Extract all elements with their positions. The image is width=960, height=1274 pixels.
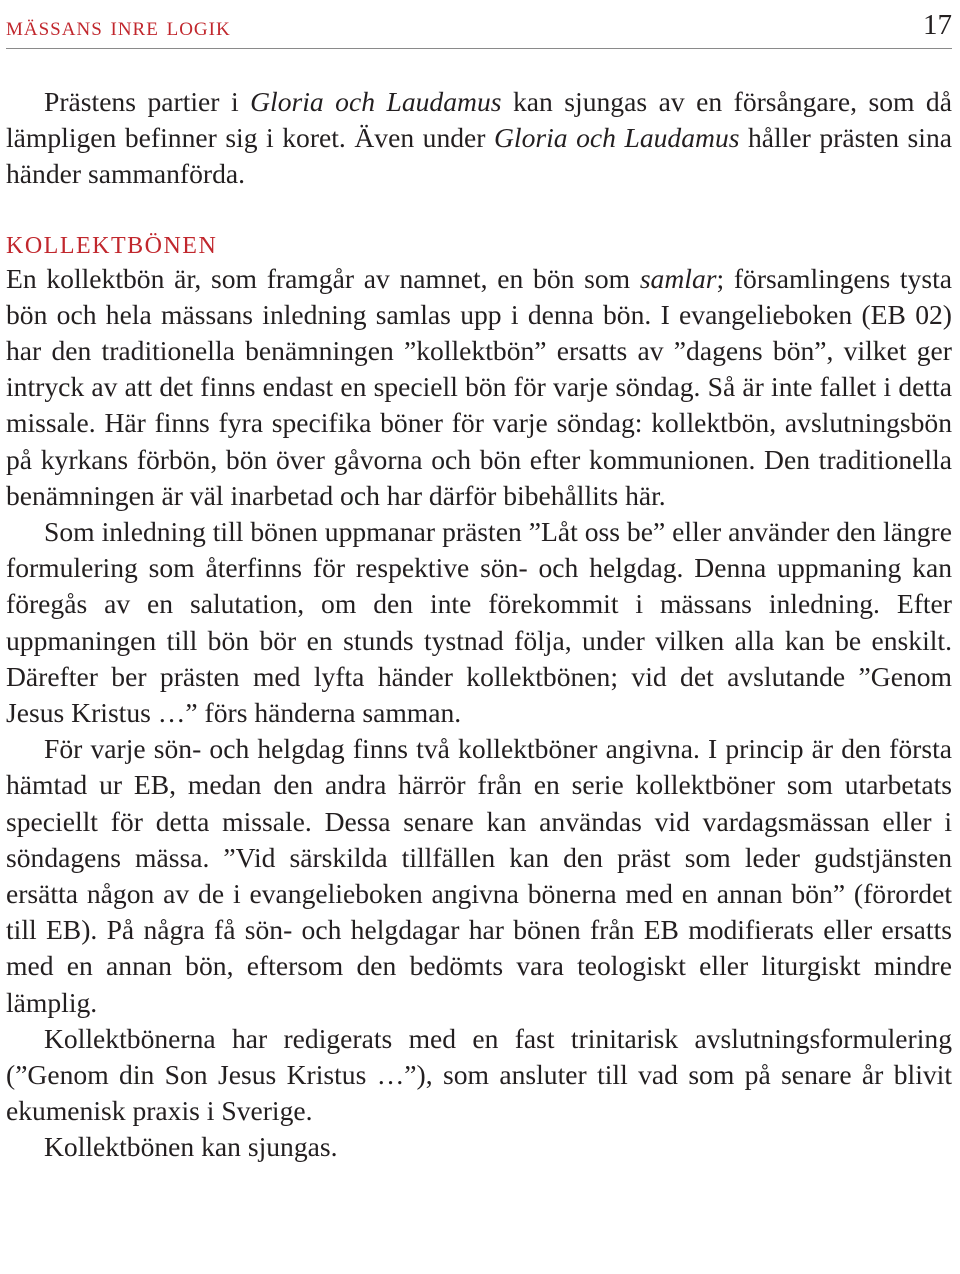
section-paragraph-2: Som inledning till bönen uppmanar prästen ”Låt oss be” eller använder den längre formulering som återfinns för respektive sön- och helgdag. Denna uppmaning kan föregås av en salutation, om den inte förekommit i mässans inledning. Efter uppmaningen till bön bör en stunds tystnad följa, under vilken alla kan be enskilt. Därefter ber prästen med lyfta händer kollektbönen; vid det avslutande ”Genom Jesus Kristus …” förs händerna samman. (6, 516, 952, 729)
intro-text-3: håller prästen sina händer sammanförda. (6, 122, 952, 190)
running-head: mässans inre logik (6, 11, 231, 41)
intro-text-2: kan sjungas av en försångare, som då lämpligen befinner sig i koret. Även under (6, 86, 952, 154)
section-paragraph-5: Kollektbönen kan sjungas. (44, 1131, 338, 1163)
page-number: 17 (923, 9, 952, 41)
section-paragraph-1 (6, 261, 952, 514)
section-paragraph-4: Kollektbönerna har redigerats med en fast trinitarisk avslutningsformulering (”Genom din Son Jesus Kristus …”), som ansluter till vad som på senare år blivit ekumenisk praxis i Sverige. (6, 1022, 952, 1127)
section-paragraph-3: För varje sön- och helgdag finns två kollektböner angivna. I princip är den första hämtad ur EB, medan den andra härrör från en serie kollektböner som utarbetats speciellt för detta missale. Dessa senare kan användas vid vardagsmässan eller i söndagens mässa. ”Vid särskilda tillfällen kan den präst som leder gudstjänsten ersätta någon av de i evangelieboken angivna bönerna med en annan bön” (förordet till EB). På några få sön- och helgdagar har bönen från EB modifierats eller ersatts med en annan bön, eftersom den bedömts vara teologiskt eller liturgiskt mindre lämplig. (6, 733, 952, 1018)
page-body (6, 84, 952, 1166)
p1-text-2: ; församlingens tysta bön och hela mässans inledning samlas upp i denna bön. I evangelieboken (EB 02) har den traditionella benämningen ”kollektbön” ersatts av ”dagens bön”, vilket ger intryck av att det finns endast en speciell bön för varje söndag. Så är inte fallet i detta missale. Här finns fyra specifika böner för varje söndag: kollektbön, avslutningsbön på kyrkans förbön, bön över gåvorna och bön efter kommunionen. Den traditionella benämningen är väl inarbetad och har därför bibehållits här. (6, 262, 952, 511)
intro-text-1: Prästens partier i (44, 86, 251, 117)
intro-paragraph (6, 84, 952, 193)
section-heading: KOLLEKTBÖNEN (6, 232, 218, 259)
intro-italic-1: Gloria och Laudamus (250, 86, 502, 117)
p1-italic: samlar (639, 262, 717, 294)
intro-italic-2: Gloria och Laudamus (494, 122, 740, 154)
page-header (6, 0, 952, 49)
p1-text-1: En kollektbön är, som framgår av namnet, en bön som (6, 262, 640, 294)
